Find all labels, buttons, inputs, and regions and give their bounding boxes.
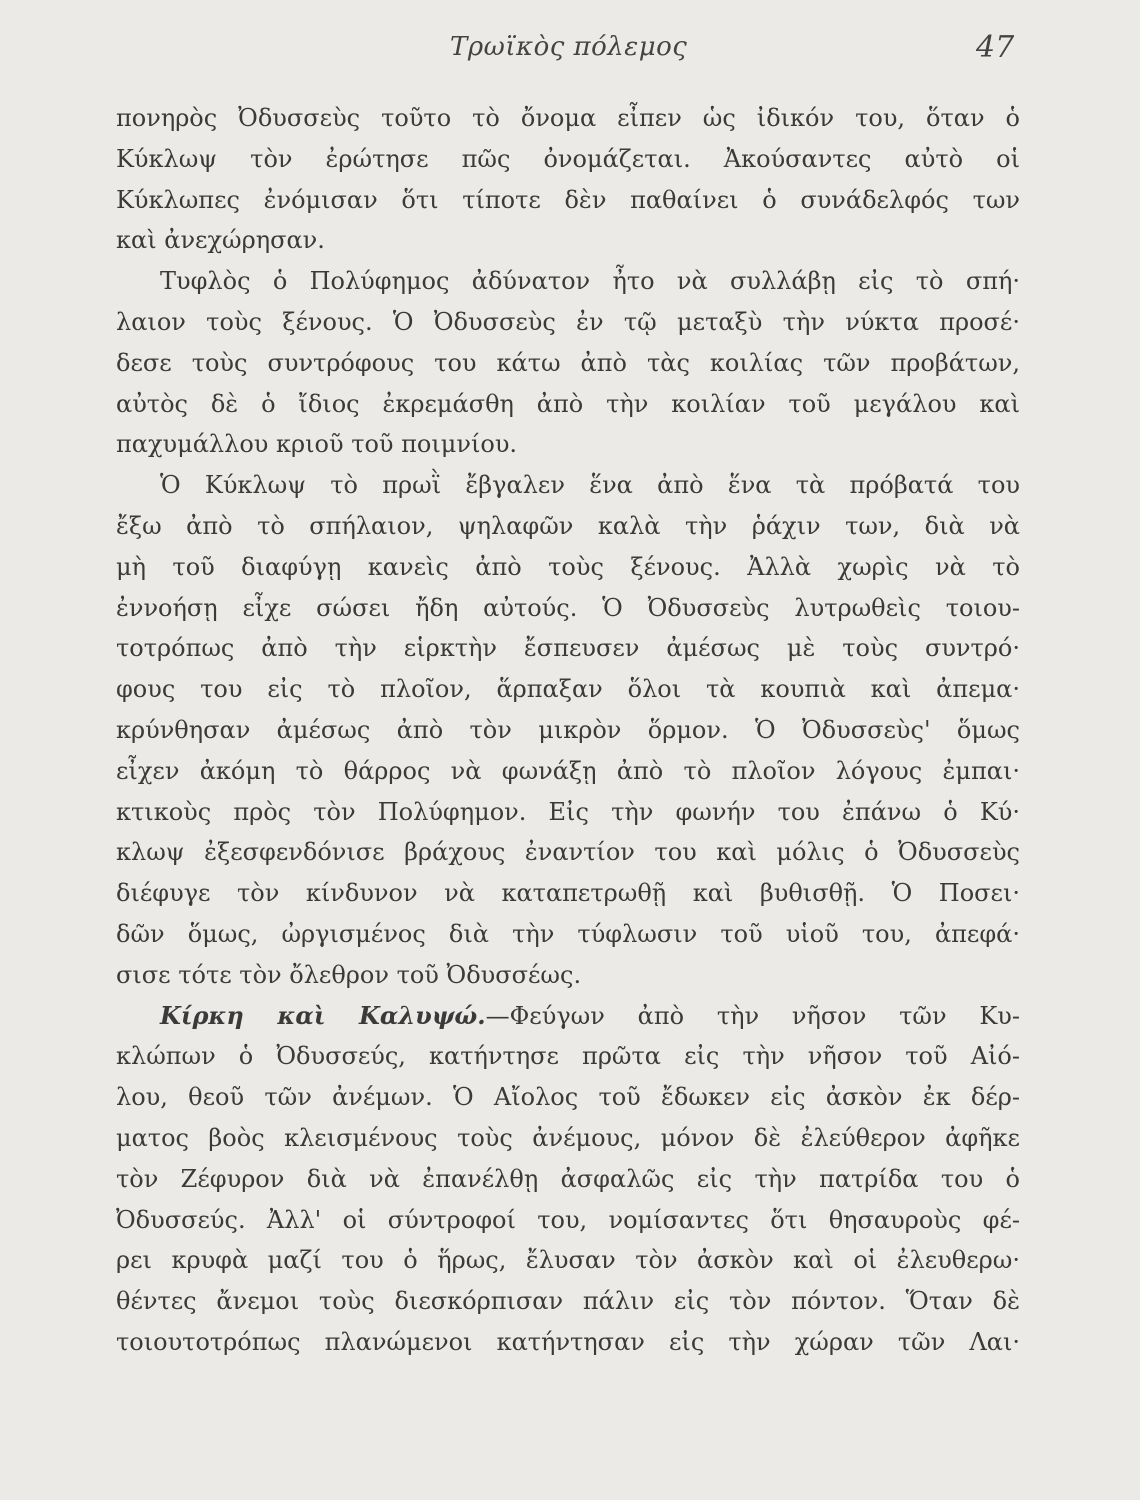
text-line: λαιον τοὺς ξένους. Ὁ Ὀδυσσεὺς ἐν τῷ μεταξὺ τὴν νύκτα προσέ· <box>116 307 1020 336</box>
text-line: Ὀδυσσεύς. Ἀλλ' οἱ σύντροφοί του, νομίσαντες ὅτι θησαυροὺς φέ- <box>116 1205 1020 1234</box>
text-line: μὴ τοῦ διαφύγῃ κανεὶς ἀπὸ τοὺς ξένους. Ἀλλὰ χωρὶς νὰ τὸ <box>116 552 1020 581</box>
text-line: εἶχεν ἀκόμη τὸ θάρρος νὰ φωνάξῃ ἀπὸ τὸ πλοῖον λόγους ἐμπαι· <box>116 756 1020 785</box>
body-text <box>116 98 1020 1363</box>
text-line: δεσε τοὺς συντρόφους του κάτω ἀπὸ τὰς κοιλίας τῶν προβάτων, <box>116 348 1020 377</box>
line-text: —Φεύγων ἀπὸ τὴν νῆσον τῶν Κυ- <box>485 1001 1020 1030</box>
text-line: Κύκλωψ τὸν ἐρώτησε πῶς ὀνομάζεται. Ἀκούσαντες αὐτὸ οἱ <box>116 144 1020 173</box>
text-line: ἔξω ἀπὸ τὸ σπήλαιον, ψηλαφῶν καλὰ τὴν ῥάχιν των, διὰ νὰ <box>116 511 1020 540</box>
text-line <box>116 996 1020 1037</box>
text-line: τοτρόπως ἀπὸ τὴν εἱρκτὴν ἔσπευσεν ἀμέσως μὲ τοὺς συντρό· <box>116 634 1020 663</box>
text-line: σισε τότε τὸν ὄλεθρον τοῦ Ὀδυσσέως. <box>116 960 582 989</box>
page-number: 47 <box>976 30 1015 65</box>
text-line: φους του εἰς τὸ πλοῖον, ἅρπαξαν ὅλοι τὰ κουπιὰ καὶ ἀπεμα· <box>116 675 1020 704</box>
text-line: παχυμάλλου κριοῦ τοῦ ποιμνίου. <box>116 430 518 459</box>
text-line: κρύνθησαν ἀμέσως ἀπὸ τὸν μικρὸν ὅρμον. Ὁ Ὀδυσσεὺς' ὅμως <box>116 715 1020 744</box>
text-line: τοιουτοτρόπως πλανώμενοι κατήντησαν εἰς τὴν χώραν τῶν Λαι· <box>116 1327 1020 1356</box>
text-line: Τυφλὸς ὁ Πολύφημος ἀδύνατον ἦτο νὰ συλλάβῃ εἰς τὸ σπή· <box>160 267 1020 296</box>
running-title: Τρωϊκὸς πόλεμος <box>450 32 688 62</box>
text-line: ματος βοὸς κλεισμένους τοὺς ἀνέμους, μόνον δὲ ἐλεύθερον ἀφῆκε <box>116 1123 1020 1152</box>
text-line: ἐννοήσῃ εἶχε σώσει ἤδη αὐτούς. Ὁ Ὀδυσσεὺς λυτρωθεὶς τοιου- <box>116 593 1020 622</box>
text-line: δῶν ὅμως, ὠργισμένος διὰ τὴν τύφλωσιν τοῦ υἱοῦ του, ἀπεφά· <box>116 919 1020 948</box>
text-line: κλωψ ἐξεσφενδόνισε βράχους ἐναντίον του καὶ μόλις ὁ Ὀδυσσεὺς <box>116 838 1020 867</box>
section-subheading: Κίρκη καὶ Καλυψώ. <box>160 1000 486 1030</box>
text-line: καὶ ἀνεχώρησαν. <box>116 226 325 255</box>
text-line: αὐτὸς δὲ ὁ ἴδιος ἐκρεμάσθη ἀπὸ τὴν κοιλίαν τοῦ μεγάλου καὶ <box>116 389 1020 418</box>
text-line: Ὁ Κύκλωψ τὸ πρωῒ ἔβγαλεν ἕνα ἀπὸ ἕνα τὰ πρόβατά του <box>160 471 1020 500</box>
text-line: τὸν Ζέφυρον διὰ νὰ ἐπανέλθῃ ἀσφαλῶς εἰς τὴν πατρίδα του ὁ <box>116 1164 1020 1193</box>
text-line: πονηρὸς Ὀδυσσεὺς τοῦτο τὸ ὄνομα εἶπεν ὡς ἰδικόν του, ὅταν ὁ <box>116 104 1020 132</box>
text-line: Κύκλωπες ἐνόμισαν ὅτι τίποτε δὲν παθαίνει ὁ συνάδελφός των <box>116 185 1020 214</box>
text-line: κτικοὺς πρὸς τὸν Πολύφημον. Εἰς τὴν φωνήν του ἐπάνω ὁ Κύ· <box>116 797 1020 826</box>
text-line: λου, θεοῦ τῶν ἀνέμων. Ὁ Αἴολος τοῦ ἔδωκεν εἰς ἀσκὸν ἐκ δέρ- <box>116 1083 1020 1112</box>
running-header <box>0 30 1140 70</box>
text-line: θέντες ἄνεμοι τοὺς διεσκόρπισαν πάλιν εἰς τὸν πόντον. Ὅταν δὲ <box>116 1287 1020 1316</box>
text-line: κλώπων ὁ Ὀδυσσεύς, κατήντησε πρῶτα εἰς τὴν νῆσον τοῦ Αἰό- <box>116 1042 1020 1071</box>
text-line: ρει κρυφὰ μαζί του ὁ ἥρως, ἔλυσαν τὸν ἀσκὸν καὶ οἱ ἐλευθερω· <box>116 1246 1020 1275</box>
text-line: διέφυγε τὸν κίνδυνον νὰ καταπετρωθῇ καὶ βυθισθῇ. Ὁ Ποσει· <box>116 879 1020 908</box>
